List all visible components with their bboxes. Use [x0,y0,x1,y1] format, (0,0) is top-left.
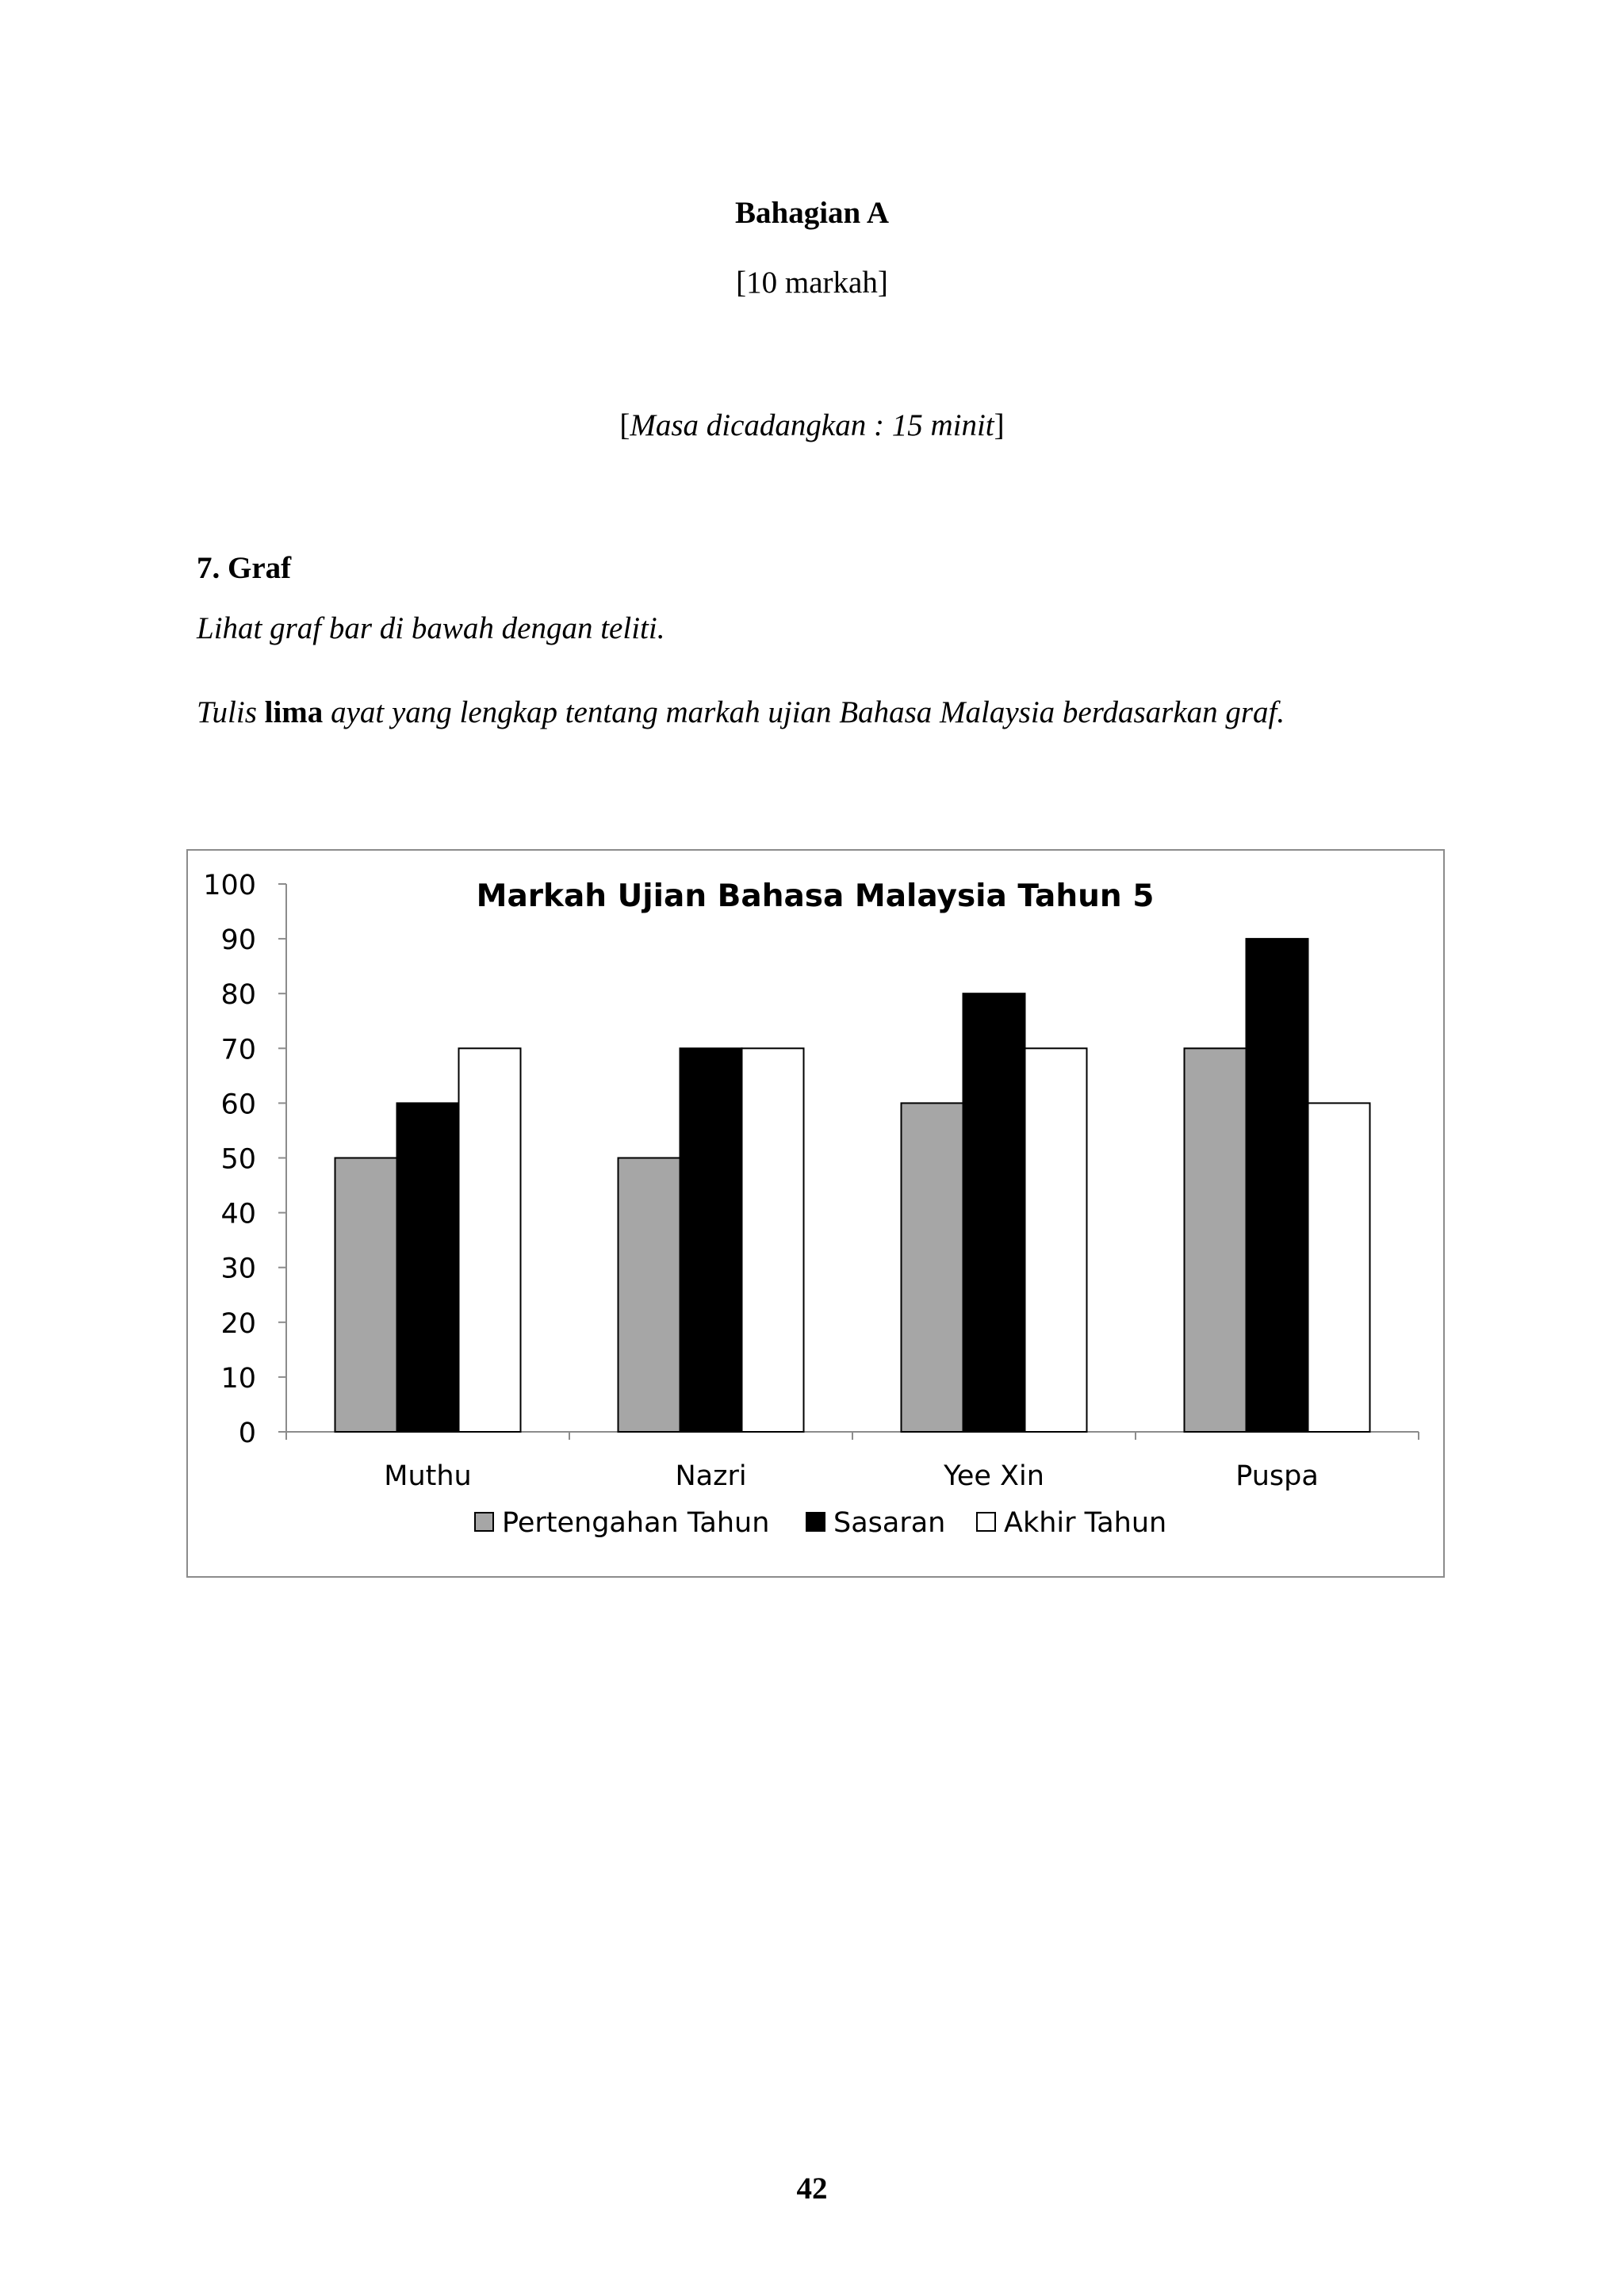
y-tick-label: 100 [203,870,256,901]
bar-yee-xin-akhir-tahun [1025,1048,1087,1432]
chart-title: Markah Ujian Bahasa Malaysia Tahun 5 [476,878,1155,914]
bar-puspa-akhir-tahun [1308,1103,1370,1432]
y-tick-label: 60 [220,1089,256,1121]
y-tick-label: 20 [220,1307,256,1340]
bar-muthu-pertengahan-tahun [335,1158,397,1433]
bar-nazri-pertengahan-tahun [619,1158,680,1433]
x-category-label: Muthu [384,1460,472,1492]
x-category-label: Yee Xin [944,1460,1044,1492]
y-tick-label: 80 [220,979,256,1012]
bar-chart-svg [188,851,1446,1579]
question-title: 7. Graf [197,551,292,585]
legend-swatch [806,1513,825,1531]
section-heading: Bahagian A [735,196,889,230]
page-number: 42 [796,2172,828,2206]
legend-label: Akhir Tahun [1004,1507,1167,1539]
x-category-label: Nazri [675,1460,747,1492]
legend-label: Pertengahan Tahun [502,1507,770,1539]
instruction-2-bold: lima [264,695,324,729]
y-tick-label: 10 [220,1362,256,1395]
legend-swatch [977,1513,995,1531]
suggested-time [0,408,1624,443]
y-tick-label: 0 [238,1418,256,1449]
bar-muthu-sasaran [397,1103,459,1432]
y-tick-label: 30 [220,1253,256,1285]
instruction-line-2 [197,695,1285,730]
instruction-2-post: ayat yang lengkap tentang markah ujian Bahasa Malaysia berdasarkan graf. [323,695,1285,729]
bar-chart [186,849,1445,1578]
time-text: Masa dicadangkan : 15 minit [630,408,994,442]
y-tick-label: 70 [220,1034,256,1066]
instruction-2-pre: Tulis [197,695,265,729]
instruction-line-1: Lihat graf bar di bawah dengan teliti. [197,611,665,645]
legend-label: Sasaran [833,1507,946,1539]
x-category-label: Puspa [1235,1460,1319,1492]
y-tick-label: 50 [220,1143,256,1176]
legend-swatch [475,1513,493,1531]
time-open-bracket: [ [619,408,630,442]
marks-label: [10 markah] [736,266,888,300]
bar-yee-xin-pertengahan-tahun [902,1103,963,1432]
y-tick-label: 40 [220,1198,256,1230]
bar-yee-xin-sasaran [963,993,1025,1432]
y-tick-label: 90 [220,924,256,957]
bar-muthu-akhir-tahun [459,1048,521,1432]
bar-puspa-sasaran [1247,939,1308,1432]
bar-nazri-sasaran [680,1048,742,1432]
time-close-bracket: ] [994,408,1005,442]
bar-nazri-akhir-tahun [742,1048,804,1432]
bar-puspa-pertengahan-tahun [1185,1048,1247,1432]
